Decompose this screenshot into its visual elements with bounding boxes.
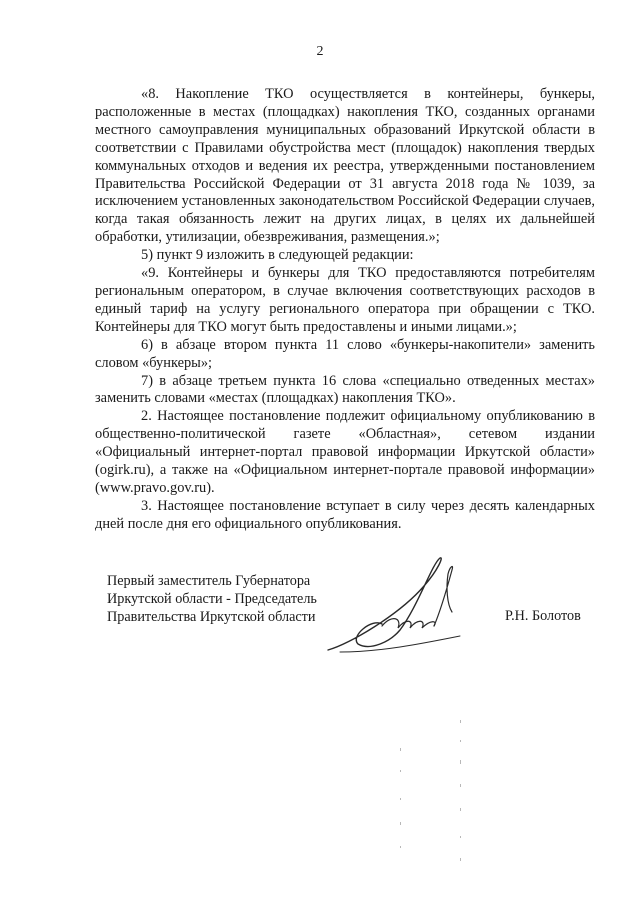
paragraph-point-7: 7) в абзаце третьем пункта 16 слова «специально отведенных местах» заменить словами «местах (площадках) накопления ТКО». (95, 372, 595, 407)
paragraph-item-8: «8. Накопление ТКО осуществляется в контейнеры, бункеры, расположенные в местах (площадках) накопления ТКО, созданных органами местного самоуправления муниципальных образований Иркутской области в соответствии с Правилами обустройства мест (площадок) накопления твердых коммунальных отходов и ведения их реестра, утвержденными постановлением Правительства Российской Федерации от 31 августа 2018 года № 1039, за исключением установленных законодательством Российской Федерации случаев, когда такая обязанность лежит на других лицах, в целях их дальнейшей обработки, утилизации, обезвреживания, размещения.»; (95, 86, 595, 246)
paragraph-section-2: 2. Настоящее постановление подлежит официальному опубликованию в общественно-политической газете «Областная», сетевом издании «Официальный интернет-портал правовой информации Иркутской области» (ogirk.ru), а также на «Официальном интернет-портале правовой информации» (www.pravo.gov.ru). (95, 408, 595, 496)
paragraph-item-9: «9. Контейнеры и бункеры для ТКО предоставляются потребителям региональным оператором, в случае включения соответствующих расходов в единый тариф на услугу регионального оператора при обращении с ТКО. Контейнеры для ТКО могут быть предоставлены и иными лицами.»; (95, 265, 595, 335)
signatory-title-line: Правительства Иркутской области (107, 608, 316, 625)
page-number: 2 (316, 44, 324, 59)
signatory-title-line: Первый заместитель Губернатора (107, 573, 311, 589)
signatory-name: Р.Н. Болотов (505, 608, 581, 624)
paragraph-point-5: 5) пункт 9 изложить в следующей редакции: (141, 247, 414, 264)
paragraph-section-3: 3. Настоящее постановление вступает в силу через десять календарных дней после дня его официального опубликования. (95, 497, 595, 532)
signatory-title-line: Иркутской области - Председатель (107, 590, 317, 607)
paragraph-point-6: 6) в абзаце втором пункта 11 слово «бункеры-накопители» заменить словом «бункеры»; (95, 336, 595, 371)
